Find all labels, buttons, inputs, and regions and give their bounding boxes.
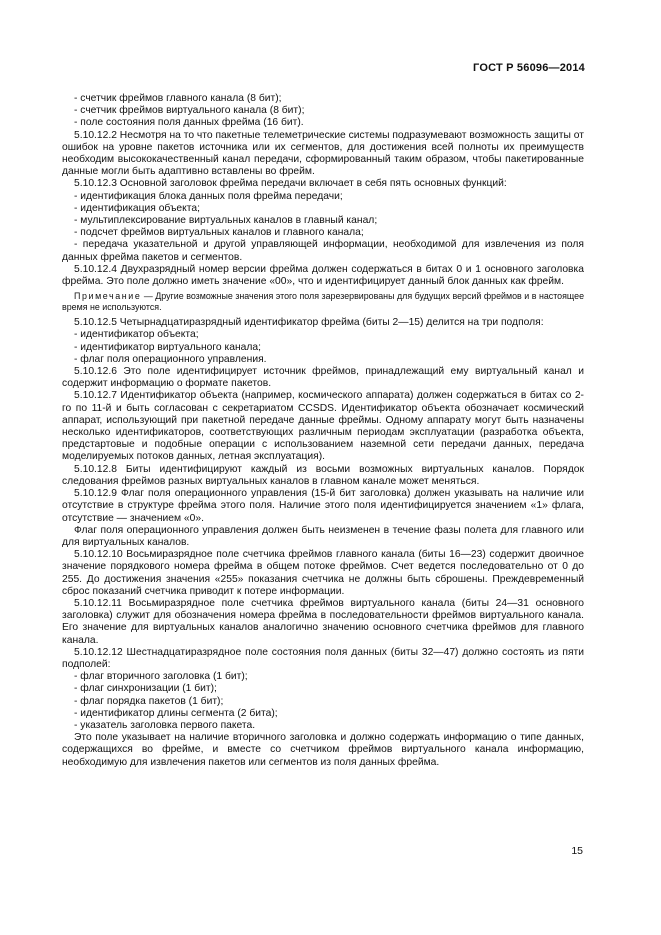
paragraph: - флаг вторичного заголовка (1 бит); (74, 671, 248, 683)
paragraph: 5.10.12.9 Флаг поля операционного управления (15-й бит заголовка) должен указывать на наличие или отсутствие в структуре фрейма этого поля. Наличие этого поля идентифицируется значением «1» флага, отсутствие — значением «0». (62, 488, 584, 524)
paragraph: - флаг синхронизации (1 бит); (74, 683, 217, 695)
paragraph: Флаг поля операционного управления должен быть неизменен в течение фазы полета для главного или для виртуальных каналов. (62, 524, 584, 548)
note-text: — Другие возможные значения этого поля зарезервированы для будущих версий фреймов и в настоящее время не используются. (62, 291, 584, 313)
document-body (62, 93, 584, 769)
paragraph: - идентификация блока данных поля фрейма передачи; (74, 190, 343, 202)
paragraph: - передача указательной и другой управляющей информации, необходимой для извлечения из поля данных фрейма пакетов и сегментов. (62, 239, 584, 263)
document-id: ГОСТ Р 56096—2014 (473, 62, 585, 74)
paragraph: 5.10.12.12 Шестнадцатиразрядное поле состояния поля данных (биты 32—47) должно состоять из пяти подполей: (62, 646, 584, 670)
paragraph: 5.10.12.11 Восьмиразрядное поле счетчика фреймов виртуального канала (биты 24—31 основного заголовка) служит для обозначения номера фрейма в последовательности фреймов виртуального канала. Его значение для виртуальных каналов аналогично значению основного счетчика фреймов для главного канала. (62, 597, 584, 646)
paragraph: - указатель заголовка первого пакета. (74, 719, 256, 731)
paragraph: - идентификатор длины сегмента (2 бита); (74, 707, 278, 719)
paragraph: - поле состояния поля данных фрейма (16 бит). (74, 117, 304, 129)
paragraph: - мультиплексирование виртуальных каналов в главный канал; (74, 215, 378, 227)
paragraph: - идентификатор виртуального канала; (74, 341, 261, 353)
paragraph: 5.10.12.7 Идентификатор объекта (например, космического аппарата) должен содержаться в битах со 2-го по 11-й и быть согласован с секретариатом CCSDS. Идентификатор объекта обозначает космический аппарат, использующий при пакетной передаче данные фреймы. Одному аппарату могут быть назначены несколько идентификаторов, соответствующих различным периодам эксплуатации (разработка объекта, предстартовые и подобные операции с использованием наземной сети передачи данных, передача моделируемых потоков данных, летная эксплуатация). (62, 390, 584, 463)
paragraph: - идентификация объекта; (74, 202, 200, 214)
paragraph: - счетчик фреймов виртуального канала (8 бит); (74, 105, 305, 117)
paragraph: Это поле указывает на наличие вторичного заголовка и должно содержать информацию о типе данных, содержащихся во фрейме, и вместе со счетчиком фреймов виртуального канала информацию, необходимую для извлечения пакетов или сегментов из поля данных фрейма. (62, 732, 584, 768)
paragraph: - флаг поля операционного управления. (74, 353, 267, 365)
paragraph: 5.10.12.2 Несмотря на то что пакетные телеметрические системы подразумевают возможность защиты от ошибок на уровне пакетов источника или их сегментов, для достижения всей полноты их преимуществ необходим высококачественный канал передачи, сформированный таким образом, чтобы пакетированные данные могли быть адаптивно вставлены во фрейм. (62, 129, 585, 178)
paragraph: 5.10.12.10 Восьмиразрядное поле счетчика фреймов главного канала (биты 16—23) содержит двоичное значение порядкового номера фрейма в общем потоке фреймов. Счет ведется последовательно от 0 до 255. До достижения значения «255» показания счетчика не должны быть сброшены. Преждевременный сброс показаний счетчика приводит к потере информации. (62, 549, 584, 597)
paragraph: - флаг порядка пакетов (1 бит); (74, 695, 224, 707)
paragraph: 5.10.12.8 Биты идентифицируют каждый из восьми возможных виртуальных каналов. Порядок следования фреймов разных виртуальных каналов в главном канале может меняться. (62, 463, 584, 487)
note (62, 291, 584, 313)
paragraph: - идентификатор объекта; (74, 329, 199, 341)
paragraph: 5.10.12.6 Это поле идентифицирует источник фреймов, принадлежащий ему виртуальный канал и содержит информацию о формате пакетов. (62, 366, 584, 390)
paragraph: - счетчик фреймов главного канала (8 бит); (74, 93, 282, 104)
paragraph: - подсчет фреймов виртуальных каналов и главного канала; (74, 227, 364, 239)
note-label: Примечание (74, 291, 142, 302)
paragraph: 5.10.12.3 Основной заголовок фрейма передачи включает в себя пять основных функций: (74, 178, 507, 190)
paragraph: 5.10.12.4 Двухразрядный номер версии фрейма должен содержаться в битах 0 и 1 основного заголовка фрейма. Это поле должно иметь значение «00», что и идентифицирует данный блок данных как фрейм. (62, 263, 584, 288)
paragraph: 5.10.12.5 Четырнадцатиразрядный идентификатор фрейма (биты 2—15) делится на три подполя: (74, 317, 544, 329)
page-number: 15 (571, 845, 583, 857)
